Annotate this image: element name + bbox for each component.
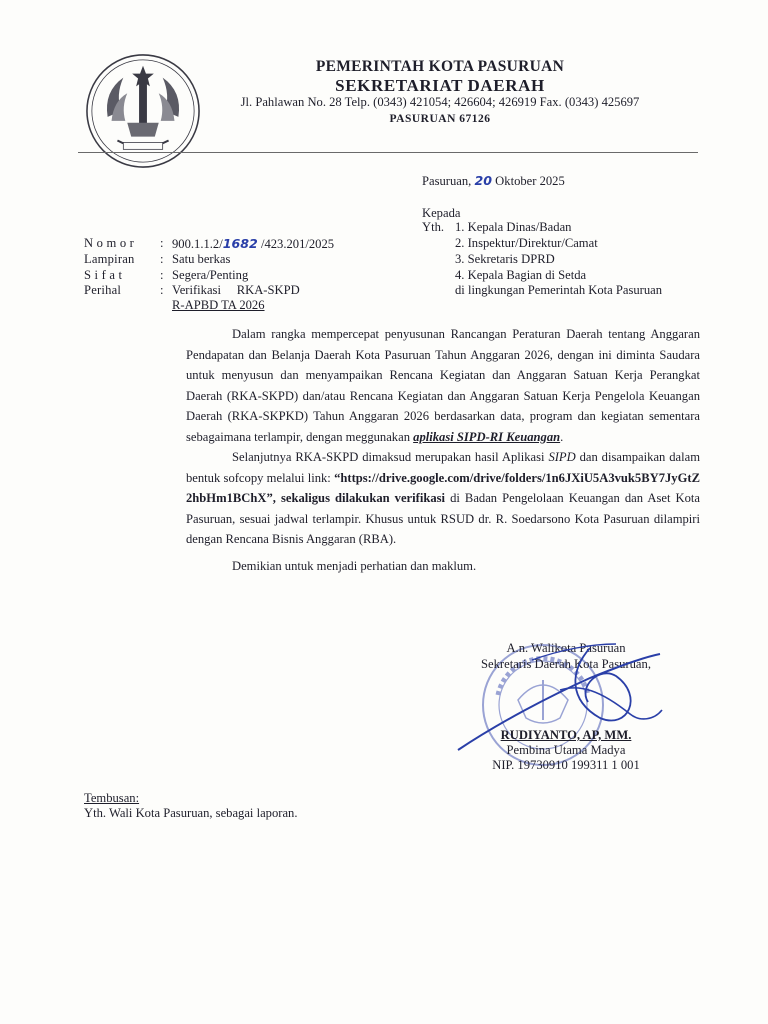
body-paragraph-1-text: Dalam rangka mempercepat penyusunan Rancangan Peraturan Daerah tentang Anggaran Pendapatan dan Belanja Daerah Kota Pasuruan Tahun Anggaran 2026, dengan ini diminta Saudara untuk menyusun dan menyampaikan Rencana Kegiatan dan Anggaran Satuan Kerja Perangkat Daerah (RKA-SKPD) dan/atau Rencana Kegiatan dan Anggaran Satuan Kerja Pengelola Keuangan Daerah (RKA-SKPKD) Tahun Anggaran 2026 berdasarkan data, program dan kegiatan sementara sebagaimana terlampir, dengan meggunakan xyxy=(186,327,700,444)
date-month-year: Oktober 2025 xyxy=(495,174,565,188)
nomor-colon: : xyxy=(160,236,164,250)
recipient-line: 1. Kepala Dinas/Badan xyxy=(455,220,572,234)
date-day-handwritten: 20 xyxy=(474,173,493,188)
body-paragraph-2 xyxy=(186,447,700,550)
recipient-line: 2. Inspektur/Direktur/Camat xyxy=(455,236,598,250)
perihal-value-line2: R-APBD TA 2026 xyxy=(172,298,265,312)
government-name: PEMERINTAH KOTA PASURUAN xyxy=(315,58,565,75)
signatory-name: RUDIYANTO, AP, MM. xyxy=(500,728,632,742)
body-paragraph-1 xyxy=(186,324,700,447)
tembusan-recipient: Yth. Wali Kota Pasuruan, sebagai laporan. xyxy=(84,806,298,820)
handwritten-signature-icon xyxy=(440,630,680,760)
city-postal-code: PASURUAN 67126 xyxy=(389,113,491,125)
perihal-label: Perihal xyxy=(84,283,122,297)
lampiran-label: Lampiran xyxy=(84,252,135,266)
signatory-nip: NIP. 19730910 199311 1 001 xyxy=(492,758,640,772)
lampiran-value: Satu berkas xyxy=(172,252,231,266)
date-place: Pasuruan, xyxy=(422,174,472,188)
office-address: Jl. Pahlawan No. 28 Telp. (0343) 421054; 426604; 426919 Fax. (0343) 425697 xyxy=(240,95,640,109)
body-paragraph-1-end: . xyxy=(560,429,564,444)
recipient-line: 3. Sekretaris DPRD xyxy=(455,252,555,266)
recipient-kepada: Kepada xyxy=(422,206,461,220)
signature-on-behalf: A.n. Walikota Pasuruan xyxy=(506,641,626,655)
sifat-label: S i f a t xyxy=(84,268,123,282)
drive-link[interactable]: “https://drive.google.com/drive/folders/1n6JXiU5A3vuk5BY7JyGtZ2hbHm1BChX”, sekaligus dilakukan verifikasi xyxy=(186,470,700,505)
perihal-colon: : xyxy=(160,283,164,297)
sifat-colon: : xyxy=(160,268,164,282)
nomor-suffix: /423.201/2025 xyxy=(260,237,335,251)
perihal-value-line1: Verifikasi RKA-SKPD xyxy=(172,283,300,297)
letterhead-divider xyxy=(78,152,698,153)
nomor-handwritten: 1682 xyxy=(222,236,258,251)
sifat-value: Segera/Penting xyxy=(172,268,249,282)
nomor-value xyxy=(172,236,334,252)
body-paragraph-3: Demikian untuk menjadi perhatian dan maklum. xyxy=(232,558,477,573)
tembusan-title: Tembusan: xyxy=(84,791,140,805)
nomor-label: N o m o r xyxy=(84,236,135,250)
lampiran-colon: : xyxy=(160,252,164,266)
body-paragraph-2-part-b: dan disampaikan dalam bentuk sofcopy melalui link: xyxy=(186,450,700,485)
letter-body xyxy=(186,324,700,576)
recipient-yth: Yth. xyxy=(422,220,445,234)
recipient-line: di lingkungan Pemerintah Kota Pasuruan xyxy=(455,283,663,297)
letter-date xyxy=(422,173,565,189)
sipd-label: SIPD xyxy=(548,450,576,464)
signature-title: Sekretaris Daerah Kota Pasuruan, xyxy=(481,657,651,671)
sipd-application-emphasis: aplikasi SIPD-RI Keuangan xyxy=(413,429,561,444)
signatory-rank: Pembina Utama Madya xyxy=(506,743,626,757)
body-paragraph-2-part-a: Selanjutnya RKA-SKPD dimaksud merupakan hasil Aplikasi xyxy=(232,450,545,464)
recipient-line: 4. Kepala Bagian di Setda xyxy=(455,268,587,282)
department-name: SEKRETARIAT DAERAH xyxy=(335,76,545,95)
nomor-prefix: 900.1.1.2/ xyxy=(172,237,223,251)
body-paragraph-2-part-c: di Badan Pengelolaan Keuangan dan Aset Kota Pasuruan, sesuai jadwal terlampir. Khusus untuk RSUD dr. R. Soedarsono Kota Pasuruan dilampiri dengan Rencana Bisnis Anggaran (RBA). xyxy=(186,491,700,546)
